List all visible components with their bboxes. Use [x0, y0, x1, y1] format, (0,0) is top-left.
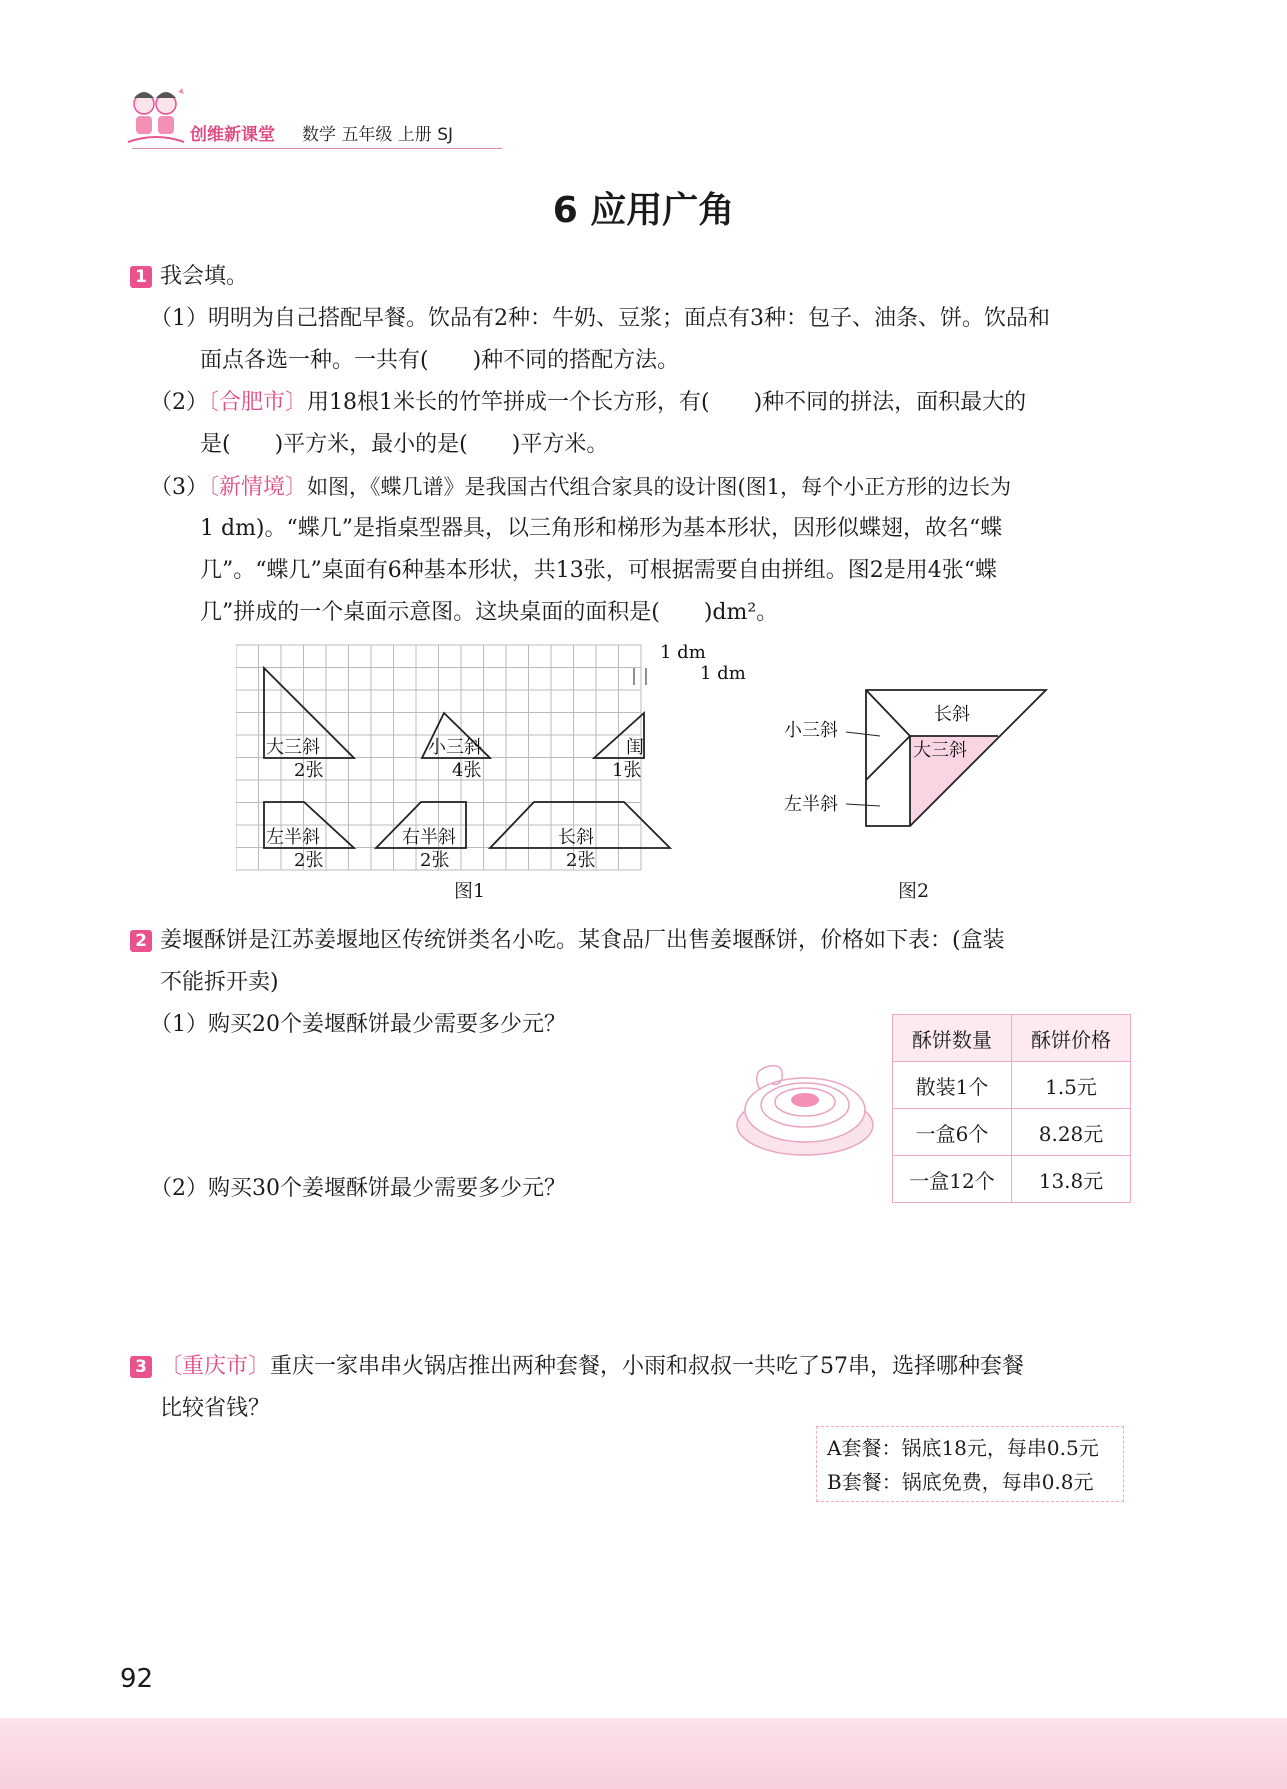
- page-title: 6 应用广角: [552, 190, 735, 231]
- table-row: [893, 1109, 1131, 1156]
- combo-b: B套餐：锅底免费，每串0.8元: [827, 1470, 1094, 1494]
- question-number-1: 1: [130, 266, 152, 288]
- mascot-logo: [124, 86, 188, 150]
- context-tag: 〔新情境〕: [208, 475, 308, 500]
- label-left-half-slant: 左半斜: [266, 827, 320, 848]
- q1-part2-text: 用18根1米长的竹竿拼成一个长方形，有( )种不同的拼法，面积最大的: [307, 390, 1027, 415]
- fig2-label-left-half-slant: 左半斜: [784, 794, 838, 815]
- q1-part3-line1: [150, 466, 1011, 509]
- question-number-3: 3: [130, 1356, 152, 1378]
- region-tag: 〔重庆市〕: [160, 1354, 271, 1379]
- table-row: [893, 1156, 1131, 1203]
- q2-line2: 不能拆开卖): [160, 970, 279, 995]
- question-number-2: 2: [130, 930, 152, 952]
- q3-line1: [160, 1346, 1024, 1388]
- q1-part3-line4: 几”拼成的一个桌面示意图。这块桌面的面积是( )dm²。: [200, 600, 779, 625]
- label-small-triangle: 小三斜: [428, 737, 482, 758]
- cell-quantity: 散装1个: [893, 1062, 1012, 1109]
- label-long-slant: 长斜: [558, 827, 594, 848]
- count-right-half-slant: 2张: [420, 850, 450, 871]
- q2-line1: 姜堰酥饼是江苏姜堰地区传统饼类名小吃。某食品厂出售姜堰酥饼，价格如下表：(盒装: [160, 928, 1005, 953]
- q1-stem: 我会填。: [160, 264, 249, 289]
- cell-quantity: 一盒6个: [893, 1109, 1012, 1156]
- footer-band: [0, 1718, 1287, 1789]
- cell-price: 8.28元: [1012, 1109, 1131, 1156]
- q1-part1-line1: （1）明明为自己搭配早餐。饮品有2种：牛奶、豆浆；面点有3种：包子、油条、饼。饮品和: [150, 306, 1050, 331]
- fig2-label-small-triangle: 小三斜: [784, 720, 838, 741]
- unit-width-label: 1 dm: [660, 642, 706, 663]
- q1-part3-prefix: （3）: [150, 475, 208, 500]
- fig2-label-long-slant: 长斜: [934, 704, 970, 725]
- count-small-triangle: 4张: [452, 760, 482, 781]
- q3-line2: 比较省钱？: [160, 1396, 271, 1421]
- table-row: [893, 1062, 1131, 1109]
- cell-price: 1.5元: [1012, 1062, 1131, 1109]
- cell-quantity: 一盒12个: [893, 1156, 1012, 1203]
- header-quantity: 酥饼数量: [893, 1015, 1012, 1062]
- price-table: [892, 1014, 1131, 1203]
- brand-name: 创维新课堂: [190, 125, 275, 145]
- q1-part1-line2: 面点各选一种。一共有( )种不同的搭配方法。: [200, 348, 680, 373]
- combo-a: A套餐：锅底18元，每串0.5元: [827, 1436, 1099, 1460]
- label-right-half-slant: 右半斜: [402, 827, 456, 848]
- q1-part3-text: 如图，《蝶几谱》是我国古代组合家具的设计图(图1，每个小正方形的边长为: [307, 475, 1012, 499]
- q1-part2-prefix: （2）: [150, 390, 208, 415]
- figure-1-grid: [236, 640, 766, 900]
- pastry-illustration: [730, 1040, 880, 1170]
- combo-box: [816, 1426, 1124, 1502]
- count-left-half-slant: 2张: [294, 850, 324, 871]
- figure-1-caption: 图1: [454, 880, 486, 902]
- q1-part2-line2: 是( )平方米，最小的是( )平方米。: [200, 432, 609, 457]
- q2-part1: （1）购买20个姜堰酥饼最少需要多少元？: [150, 1012, 566, 1037]
- header-price: 酥饼价格: [1012, 1015, 1131, 1062]
- q1-part2-line1: [150, 382, 1026, 424]
- table-header-row: [893, 1015, 1131, 1062]
- region-tag: 〔合肥市〕: [208, 390, 308, 415]
- q1-part3-line2: 1 dm)。“蝶几”是指桌型器具，以三角形和梯形为基本形状，因形似蝶翅，故名“蝶: [200, 516, 1003, 541]
- figure-2-caption: 图2: [898, 880, 930, 902]
- count-gui: 1张: [612, 760, 642, 781]
- count-long-slant: 2张: [566, 850, 596, 871]
- q3-text: 重庆一家串串火锅店推出两种套餐，小雨和叔叔一共吃了57串，选择哪种套餐: [270, 1354, 1025, 1379]
- q1-part3-line3: 几”。“蝶几”桌面有6种基本形状，共13张，可根据需要自由拼组。图2是用4张“蝶: [200, 558, 997, 583]
- label-gui: 闺: [626, 737, 644, 758]
- page-number: 92: [120, 1664, 154, 1694]
- q2-part2: （2）购买30个姜堰酥饼最少需要多少元？: [150, 1176, 566, 1201]
- header-divider: [132, 148, 502, 149]
- cell-price: 13.8元: [1012, 1156, 1131, 1203]
- fig2-label-big-triangle: 大三斜: [913, 740, 967, 761]
- count-big-triangle: 2张: [294, 760, 324, 781]
- figure-2-diagram: [780, 680, 1060, 840]
- unit-height-label: 1 dm: [700, 663, 746, 684]
- label-big-triangle: 大三斜: [266, 737, 320, 758]
- book-info: 数学 五年级 上册 SJ: [302, 125, 454, 145]
